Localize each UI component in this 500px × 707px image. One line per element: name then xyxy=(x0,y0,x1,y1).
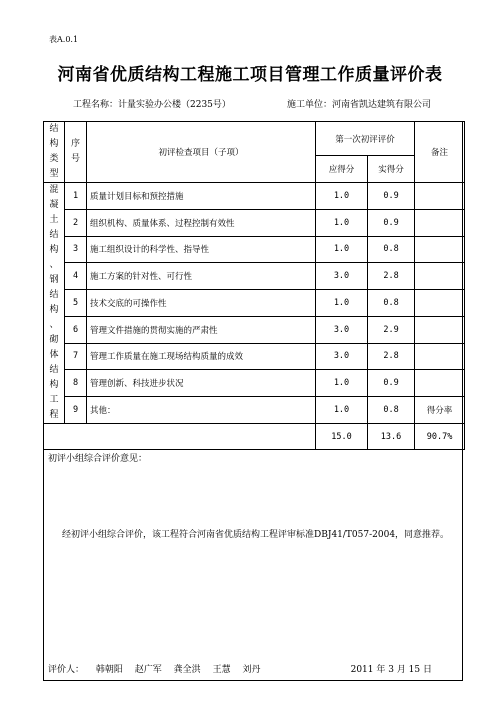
total-label-cell xyxy=(44,424,316,450)
standard-score: 1.0 xyxy=(316,236,368,263)
evaluation-table xyxy=(43,121,465,450)
check-item: 质量计划目标和预控措施 xyxy=(87,183,316,210)
standard-score: 3.0 xyxy=(316,343,368,370)
row-number: 2 xyxy=(65,209,87,236)
row-number: 8 xyxy=(65,370,87,397)
row-number: 5 xyxy=(65,290,87,317)
check-item: 组织机构、质量体系、过程控制有效性 xyxy=(87,209,316,236)
table-row xyxy=(44,397,465,424)
evaluator-name: 刘丹 xyxy=(242,665,261,675)
standard-score: 3.0 xyxy=(316,263,368,290)
check-item: 其他： xyxy=(87,397,316,424)
row-number: 9 xyxy=(65,397,87,424)
form-number: 表A.0.1 xyxy=(49,35,79,44)
check-item: 技术交底的可操作性 xyxy=(87,290,316,317)
standard-score: 1.0 xyxy=(316,370,368,397)
remark xyxy=(415,290,465,317)
row-number: 6 xyxy=(65,316,87,343)
evaluator-name: 赵广军 xyxy=(134,665,162,675)
evaluator-name: 王慧 xyxy=(212,665,231,675)
evaluators-line xyxy=(48,662,269,675)
actual-score: 0.9 xyxy=(368,183,415,210)
check-item: 施工组织设计的科学性、指导性 xyxy=(87,236,316,263)
structure-type-header: 结 构 类 型 xyxy=(44,122,65,183)
actual-score: 0.9 xyxy=(368,209,415,236)
remarks-header: 备注 xyxy=(415,122,465,183)
remark: 得分率 xyxy=(415,397,465,424)
opinion-label: 初评小组综合评价意见： xyxy=(48,454,148,464)
score-rate: 90.7% xyxy=(415,424,465,450)
table-row xyxy=(44,236,465,263)
standard-score: 3.0 xyxy=(316,316,368,343)
actual-score: 2.9 xyxy=(368,316,415,343)
remark xyxy=(415,370,465,397)
actual-score-header: 实得分 xyxy=(368,156,415,183)
standard-score-header: 应得分 xyxy=(316,156,368,183)
row-number: 3 xyxy=(65,236,87,263)
first-eval-header: 第一次初评评价 xyxy=(316,122,415,156)
check-item: 管理创新、科技进步状况 xyxy=(87,370,316,397)
standard-score: 1.0 xyxy=(316,183,368,210)
remark xyxy=(415,343,465,370)
remark xyxy=(415,316,465,343)
standard-score: 1.0 xyxy=(316,290,368,317)
remark xyxy=(415,209,465,236)
remark xyxy=(415,263,465,290)
project-name: 工程名称：计量实验办公楼（2235号） xyxy=(73,100,231,110)
row-number: 1 xyxy=(65,183,87,210)
standard-score: 1.0 xyxy=(316,397,368,424)
table-row xyxy=(44,316,465,343)
actual-score: 0.9 xyxy=(368,370,415,397)
evaluation-date: 2011 年 3 月 15 日 xyxy=(350,665,432,675)
total-actual: 13.6 xyxy=(368,424,415,450)
remark xyxy=(415,236,465,263)
opinion-text: 经初评小组综合评价，该工程符合河南省优质结构工程评审标准DBJ41/T057-2004，同意推荐。 xyxy=(62,530,450,540)
standard-score: 1.0 xyxy=(316,209,368,236)
actual-score: 2.8 xyxy=(368,263,415,290)
check-item: 管理文件措施的贯彻实施的严肃性 xyxy=(87,316,316,343)
evaluators-label: 评价人： xyxy=(48,665,85,675)
row-number: 7 xyxy=(65,343,87,370)
actual-score: 0.8 xyxy=(368,397,415,424)
evaluator-name: 韩朝阳 xyxy=(95,665,123,675)
structure-category: 混 凝 土 结 构 、 钢 结 构 、 砌 体 结 构 工 程 xyxy=(44,183,65,424)
seq-header: 序 号 xyxy=(65,122,87,183)
actual-score: 2.8 xyxy=(368,343,415,370)
actual-score: 0.8 xyxy=(368,236,415,263)
page-title: 河南省优质结构工程施工项目管理工作质量评价表 xyxy=(57,65,443,85)
table-row xyxy=(44,290,465,317)
construction-unit: 施工单位：河南省凯达建筑有限公司 xyxy=(287,100,432,110)
evaluation-sheet xyxy=(43,121,463,681)
total-standard: 15.0 xyxy=(316,424,368,450)
item-header: 初评检查项目（子项） xyxy=(87,122,316,183)
check-item: 管理工作质量在施工现场结构质量的成效 xyxy=(87,343,316,370)
check-item: 施工方案的针对性、可行性 xyxy=(87,263,316,290)
table-row xyxy=(44,343,465,370)
remark xyxy=(415,183,465,210)
table-row xyxy=(44,263,465,290)
evaluator-name: 龚全洪 xyxy=(173,665,201,675)
table-row xyxy=(44,209,465,236)
table-row xyxy=(44,370,465,397)
table-row xyxy=(44,183,465,210)
actual-score: 0.8 xyxy=(368,290,415,317)
row-number: 4 xyxy=(65,263,87,290)
